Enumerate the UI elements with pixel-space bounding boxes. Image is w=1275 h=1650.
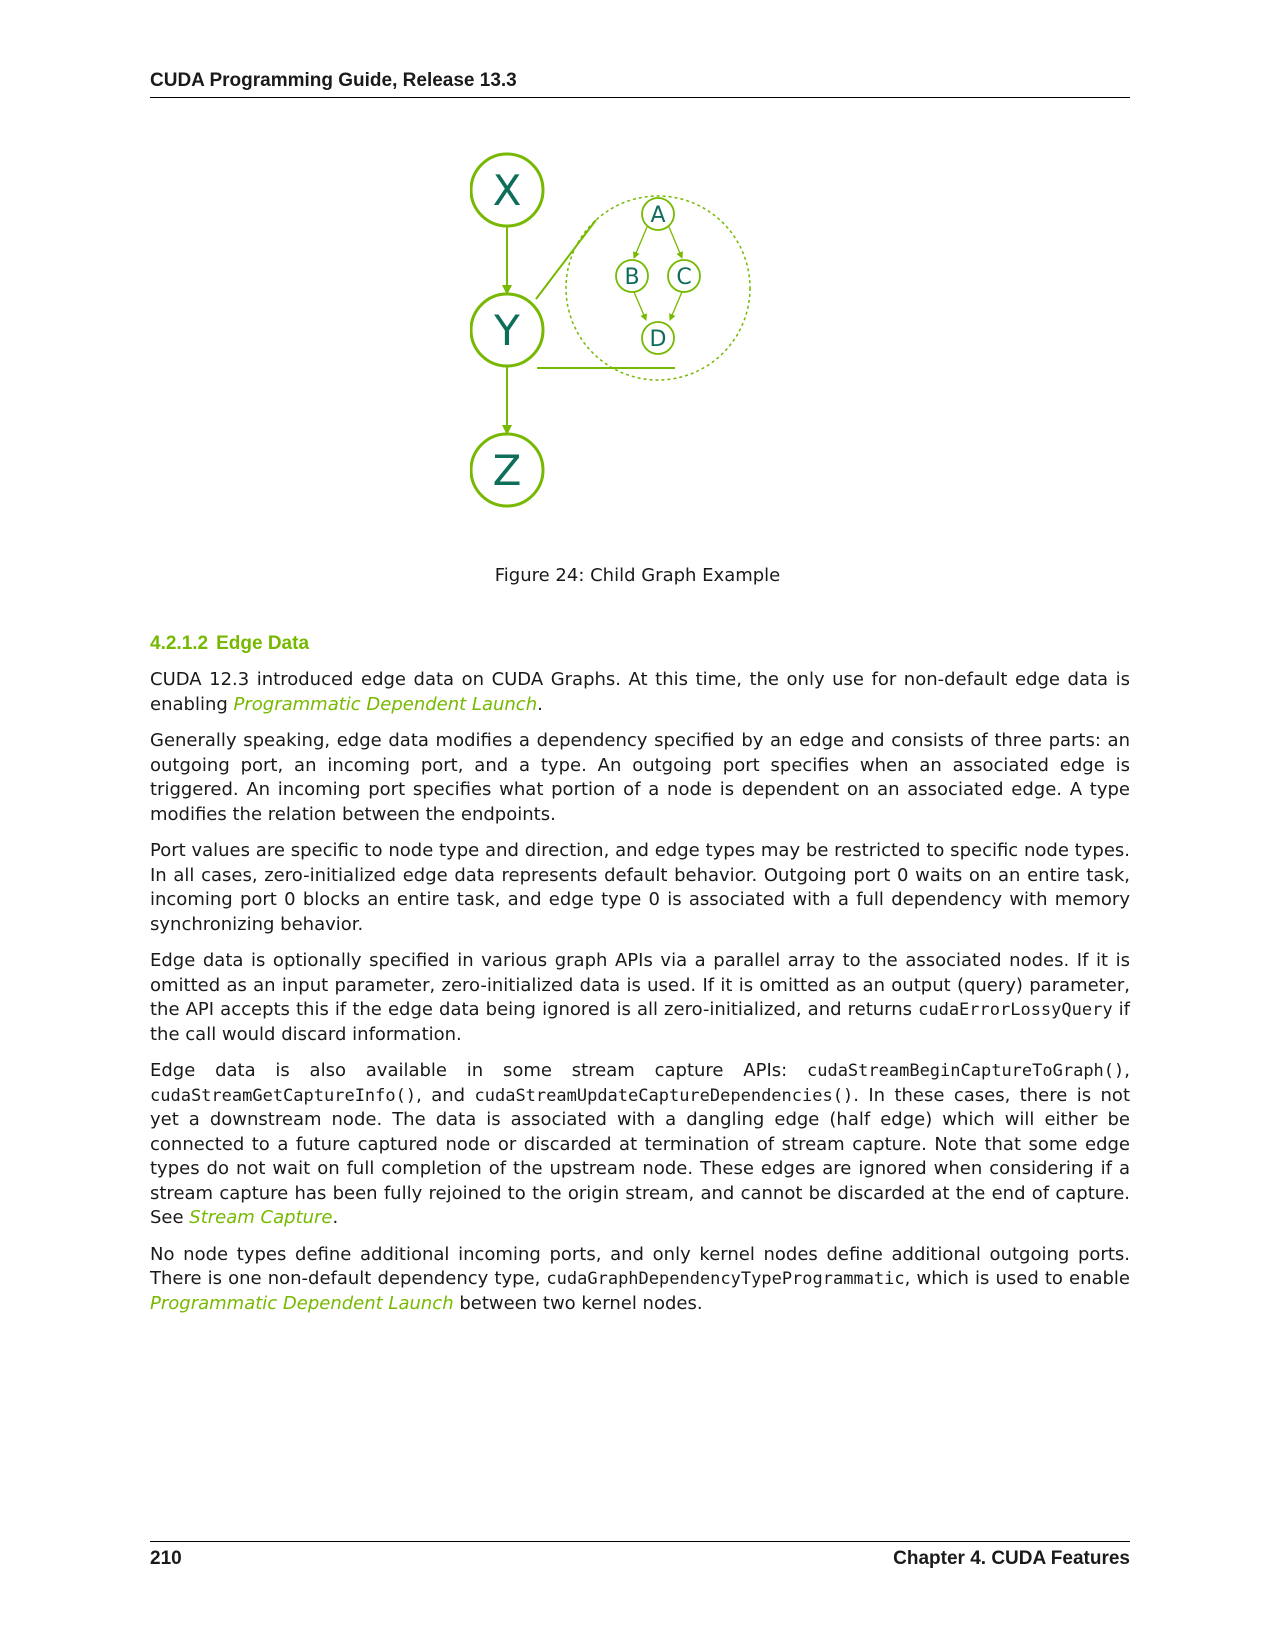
body-text xyxy=(150,668,1130,1328)
node-c-label: C xyxy=(676,265,692,290)
edge-a-to-c xyxy=(669,227,682,258)
chapter-title: Chapter 4. CUDA Features xyxy=(893,1548,1130,1569)
node-z-label: Z xyxy=(492,446,522,495)
paragraph-graph-apis xyxy=(150,949,1130,1047)
p5-code-get-capture-info: cudaStreamGetCaptureInfo() xyxy=(150,1085,417,1106)
page-number: 210 xyxy=(150,1548,182,1569)
edge-a-to-b xyxy=(634,227,647,258)
node-b xyxy=(616,260,648,292)
node-c xyxy=(668,260,700,292)
section-heading xyxy=(150,633,309,655)
section-number: 4.2.1.2 xyxy=(150,633,209,654)
node-d xyxy=(642,322,674,354)
p5-text-2: , xyxy=(1124,1060,1130,1081)
programmatic-dependent-launch-link[interactable]: Programmatic Dependent Launch xyxy=(233,693,538,715)
p4-text-2: if the call would discard information. xyxy=(150,999,1130,1045)
edge-b-to-d xyxy=(634,292,646,320)
node-y-label: Y xyxy=(494,306,520,355)
node-y xyxy=(471,294,543,366)
figure-caption: Figure 24: Child Graph Example xyxy=(494,565,781,586)
p5-text-1: Edge data is also available in some stream capture APIs: xyxy=(150,1060,807,1081)
p6-text-2: , which is used to enable xyxy=(904,1268,1131,1289)
p5-text-5: . xyxy=(332,1207,339,1228)
node-z xyxy=(471,434,543,506)
node-d-label: D xyxy=(649,327,667,352)
p6-text-1: No node types define additional incoming ports, and only kernel nodes define additional outgoing ports. There is one non-default dependency type, xyxy=(150,1243,1130,1289)
running-header-title: CUDA Programming Guide, Release 13.3 xyxy=(150,70,517,91)
footer-rule xyxy=(150,1541,1130,1542)
stream-capture-link[interactable]: Stream Capture xyxy=(189,1207,333,1228)
node-x-label: X xyxy=(492,166,522,215)
p1-text-1: CUDA 12.3 introduced edge data on CUDA Graphs. At this time, the only use for non-default edge data is enabling xyxy=(150,669,1130,715)
node-a xyxy=(642,198,674,230)
paragraph-dependency-types xyxy=(150,1243,1130,1317)
section-title: Edge Data xyxy=(216,633,310,654)
header-rule xyxy=(150,97,1130,98)
p1-text-2: . xyxy=(537,693,543,715)
paragraph-intro xyxy=(150,668,1130,717)
p4-text-1: Edge data is optionally specified in various graph APIs via a parallel array to the associated nodes. If it is omitted as an input parameter, zero-initialized data is used. If it is omitted as an output (query) parameter, the API accepts this if the edge data being ignored is all zero-initialized, and returns xyxy=(150,950,1130,1020)
paragraph-edge-data-parts: Generally speaking, edge data modifies a dependency specified by an edge and consists of three parts: an outgoing port, an incoming port, and a type. An outgoing port specifies when an associated edge is triggered. An incoming port specifies what portion of a node is dependent on an associated edge. A type modifies the relation between the endpoints. xyxy=(150,730,1130,825)
p5-text-4: . In these cases, there is not yet a downstream node. The data is associated with a dangling edge (half edge) which will either be connected to a future captured node or discarded at termination of stream capture. Note that some edge types do not wait on full completion of the upstream node. These edges are ignored when considering if a stream capture has been fully rejoined to the origin stream, and cannot be discarded at the end of capture. See xyxy=(150,1084,1130,1228)
p4-code-lossy-query: cudaErrorLossyQuery xyxy=(918,1000,1113,1020)
p5-code-update-deps: cudaStreamUpdateCaptureDependencies() xyxy=(474,1085,854,1106)
child-graph-figure xyxy=(470,150,820,545)
node-a-label: A xyxy=(650,203,666,228)
paragraph-stream-capture xyxy=(150,1059,1130,1231)
p5-code-begin-capture: cudaStreamBeginCaptureToGraph() xyxy=(806,1061,1125,1081)
node-x xyxy=(471,154,543,226)
p6-text-3: between two kernel nodes. xyxy=(453,1292,703,1314)
programmatic-dependent-launch-link-2[interactable]: Programmatic Dependent Launch xyxy=(150,1292,454,1314)
p5-text-3: , and xyxy=(416,1084,475,1106)
paragraph-port-values: Port values are specific to node type and direction, and edge types may be restricted to specific node types. In all cases, zero-initialized edge data represents default behavior. Outgoing port 0 waits on an entire task, incoming port 0 blocks an entire task, and edge type 0 is associated with a full dependency with memory synchronizing behavior. xyxy=(150,840,1130,935)
p6-code-programmatic: cudaGraphDependencyTypeProgrammatic xyxy=(546,1269,905,1289)
node-b-label: B xyxy=(624,265,640,290)
edge-c-to-d xyxy=(670,292,682,320)
